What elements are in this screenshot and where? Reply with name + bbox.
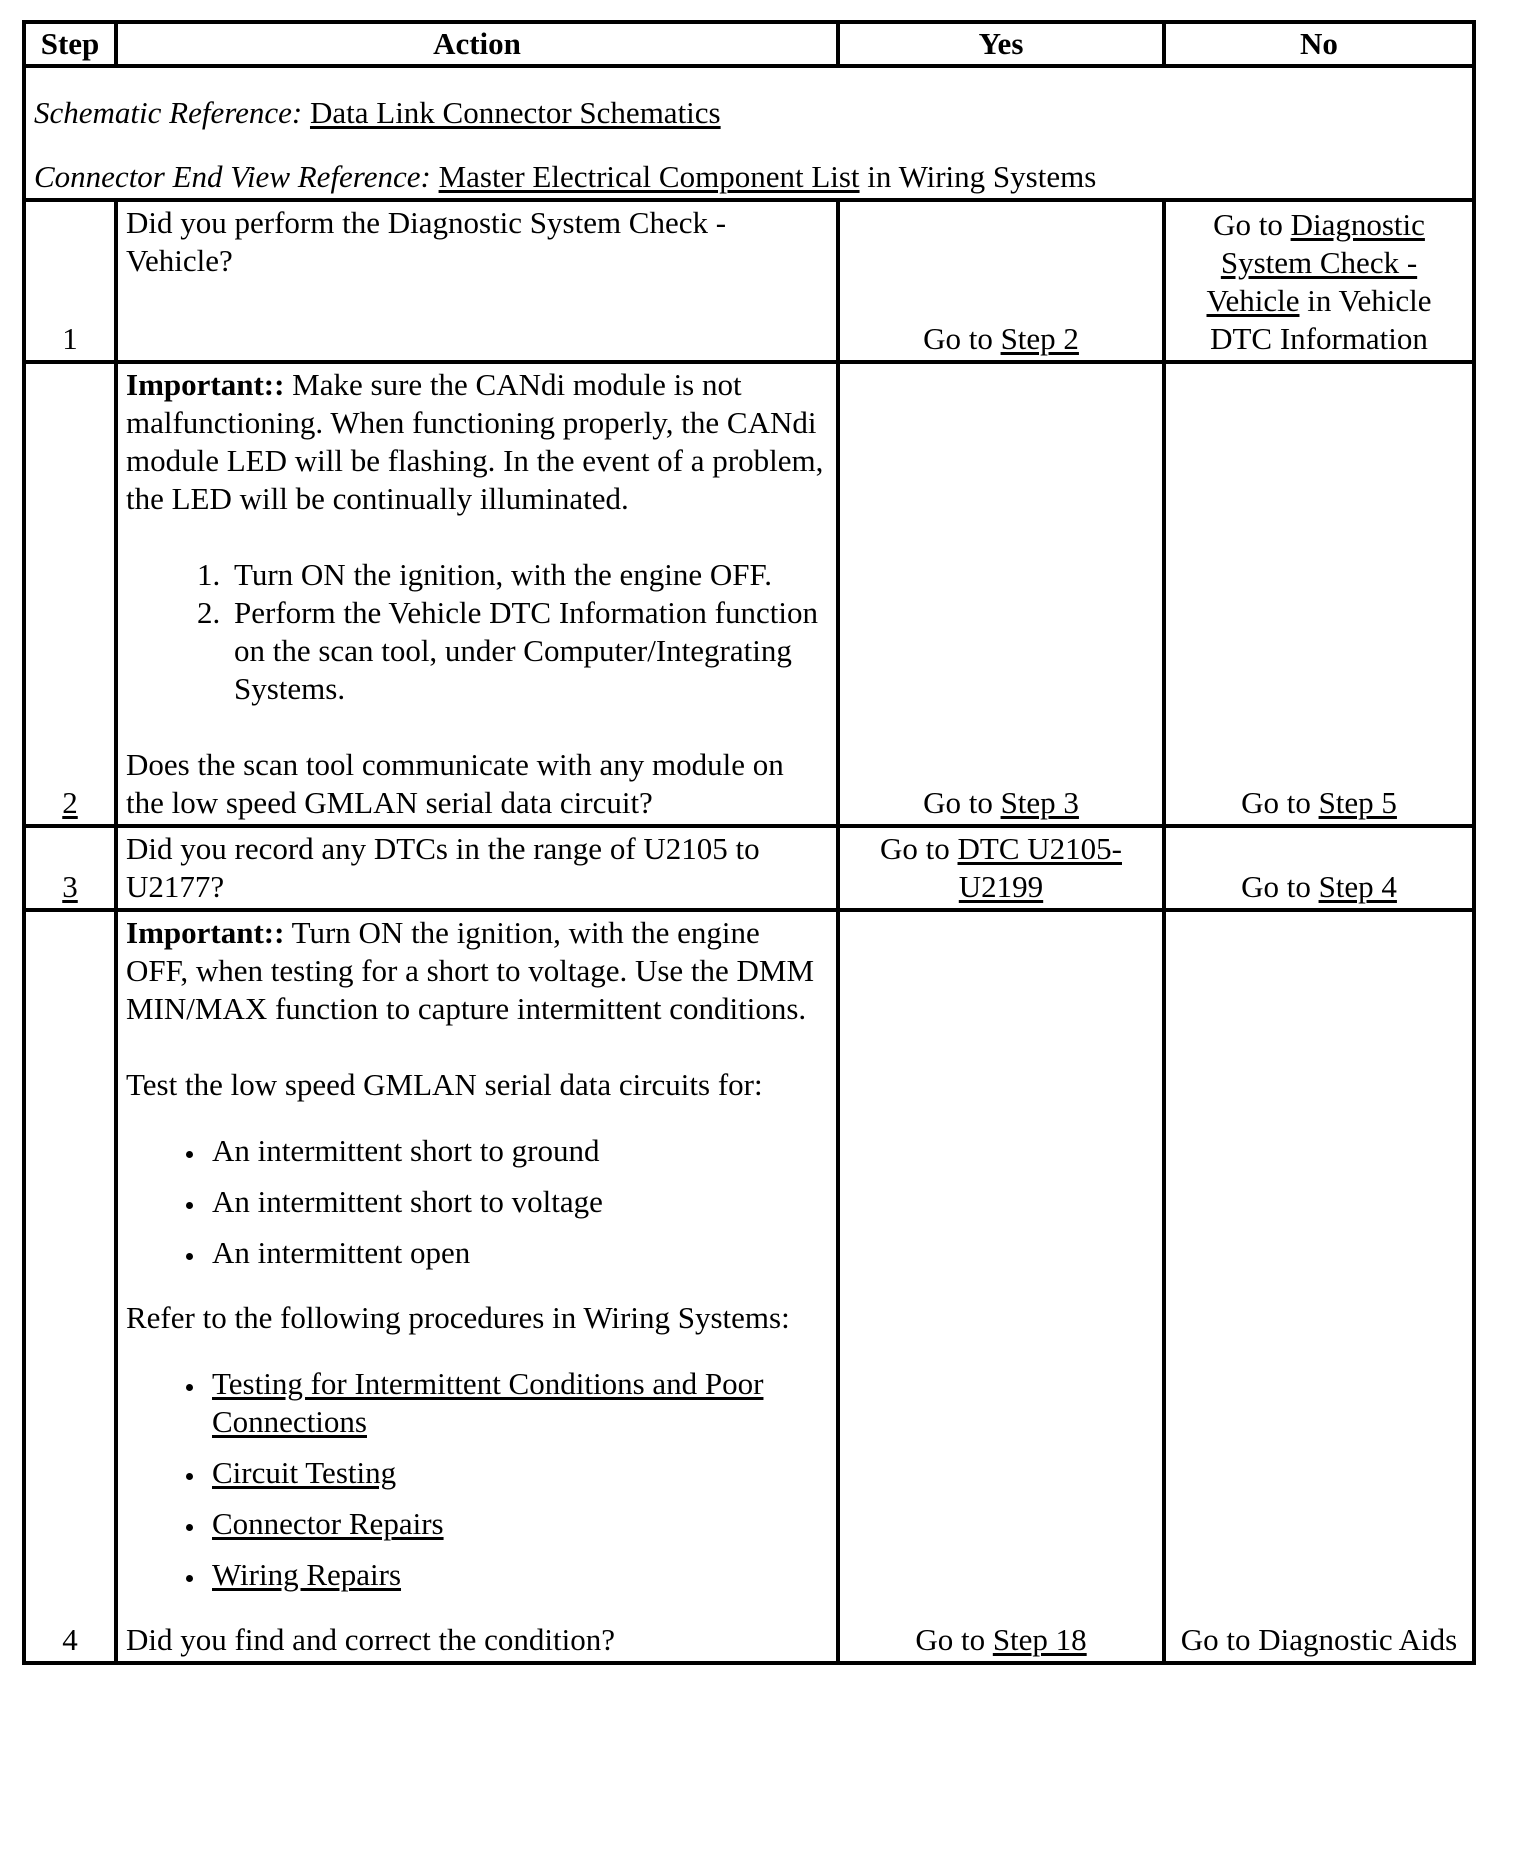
no-prefix: Go to: [1241, 785, 1311, 820]
step-number: 4: [24, 910, 116, 1663]
procedure-link[interactable]: Connector Repairs: [212, 1506, 444, 1541]
important-label: Important::: [126, 367, 285, 402]
spacer: [126, 708, 828, 746]
yes-prefix: Go to: [880, 831, 950, 866]
header-step: Step: [24, 22, 116, 66]
question-text: Did you find and correct the condition?: [126, 1622, 615, 1657]
connector-link[interactable]: Master Electrical Component List: [438, 159, 860, 194]
important-text: Make sure the CANdi module is not malfunctioning. When functioning properly, the CANdi module LED will be flashing. In the event of a problem, the LED will be continually illuminated.: [126, 367, 824, 516]
question-text: Does the scan tool communicate with any module on the low speed GMLAN serial data circuit?: [126, 747, 784, 820]
action-cell: [116, 910, 838, 1663]
table-row: [24, 362, 1474, 826]
connector-reference-label: Connector End View Reference:: [34, 159, 431, 194]
procedure-link-list: [126, 1365, 828, 1594]
test-intro: Test the low speed GMLAN serial data circuits for:: [126, 1067, 763, 1102]
yes-prefix: Go to: [923, 785, 993, 820]
no-cell: [1164, 362, 1474, 826]
header-yes: Yes: [838, 22, 1164, 66]
no-link[interactable]: Diagnostic System Check - Vehicle: [1206, 207, 1425, 318]
question-text: Did you perform the Diagnostic System Check - Vehicle?: [126, 205, 727, 278]
important-text: Turn ON the ignition, with the engine OFF, when testing for a short to voltage. Use the DMM MIN/MAX function to capture intermittent conditions.: [126, 915, 815, 1026]
yes-link[interactable]: Step 18: [992, 1622, 1087, 1657]
yes-link[interactable]: Step 2: [1000, 321, 1079, 356]
reference-cell: [24, 66, 1474, 200]
schematic-reference-label: Schematic Reference:: [34, 95, 303, 130]
list-item: 1. Turn ON the ignition, with the engine OFF.: [228, 556, 828, 594]
action-cell: [116, 826, 838, 910]
list-item: 2. Perform the Vehicle DTC Information function on the scan tool, under Computer/Integrating Systems.: [228, 594, 828, 708]
header-row: [24, 22, 1474, 66]
connector-suffix: in Wiring Systems: [867, 159, 1097, 194]
step-link[interactable]: 2: [62, 785, 78, 820]
schematic-link[interactable]: Data Link Connector Schematics: [309, 95, 721, 130]
yes-cell: [838, 826, 1164, 910]
no-prefix: Go to: [1241, 869, 1311, 904]
table-row: [24, 826, 1474, 910]
connector-reference: [34, 158, 1464, 196]
no-text: Go to Diagnostic Aids: [1180, 1622, 1458, 1657]
list-item: • An intermittent open: [206, 1234, 828, 1272]
no-cell: [1164, 910, 1474, 1663]
action-cell: [116, 200, 838, 362]
important-label: Important::: [126, 915, 285, 950]
yes-cell: [838, 910, 1164, 1663]
no-cell: [1164, 200, 1474, 362]
question-text: Did you record any DTCs in the range of U2105 to U2177?: [126, 831, 760, 904]
header-no: No: [1164, 22, 1474, 66]
no-link[interactable]: Step 5: [1318, 785, 1397, 820]
table-row: [24, 200, 1474, 362]
no-cell: [1164, 826, 1474, 910]
step-number: 1: [24, 200, 116, 362]
list-item: • An intermittent short to ground: [206, 1132, 828, 1170]
spacer: [126, 1028, 828, 1066]
procedure-link[interactable]: Circuit Testing: [212, 1455, 397, 1490]
step-link[interactable]: 3: [62, 869, 78, 904]
procedure-link[interactable]: Wiring Repairs: [212, 1557, 402, 1592]
procedure-link[interactable]: Testing for Intermittent Conditions and Poor Connections: [212, 1366, 764, 1439]
test-list: [126, 1132, 828, 1272]
list-item: • An intermittent short to voltage: [206, 1183, 828, 1221]
list-item: [206, 1365, 828, 1441]
important-note: [126, 914, 828, 1028]
refer-intro: Refer to the following procedures in Wiring Systems:: [126, 1300, 790, 1335]
list-item: [206, 1505, 828, 1543]
step-number-link: [24, 362, 116, 826]
step-number-link: [24, 826, 116, 910]
yes-prefix: Go to: [923, 321, 993, 356]
list-item: [206, 1556, 828, 1594]
diagnostic-table: [22, 20, 1476, 1665]
no-suffix: in Vehicle DTC Information: [1210, 283, 1432, 356]
reference-row: [24, 66, 1474, 200]
table-row: [24, 910, 1474, 1663]
yes-link[interactable]: Step 3: [1000, 785, 1079, 820]
yes-cell: [838, 200, 1164, 362]
spacer: [126, 518, 828, 556]
header-action: Action: [116, 22, 838, 66]
yes-prefix: Go to: [915, 1622, 986, 1657]
schematic-reference: [34, 94, 1464, 132]
procedure-list: [126, 556, 828, 708]
no-link[interactable]: Step 4: [1318, 869, 1397, 904]
yes-link[interactable]: DTC U2105-U2199: [957, 831, 1122, 904]
action-cell: [116, 362, 838, 826]
yes-cell: [838, 362, 1164, 826]
no-prefix: Go to: [1213, 207, 1283, 242]
list-item: [206, 1454, 828, 1492]
important-note: [126, 366, 828, 518]
